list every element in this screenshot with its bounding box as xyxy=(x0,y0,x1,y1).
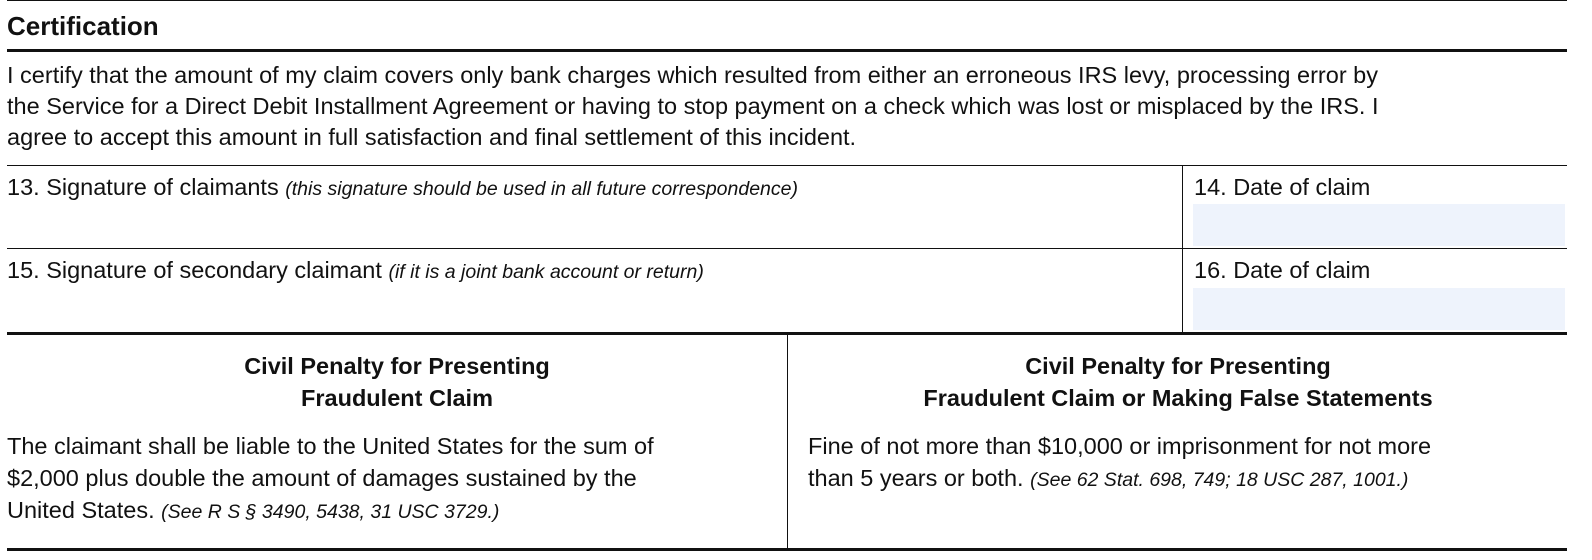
penalty-line: Fine of not more than $10,000 or imprisonment for not more xyxy=(808,433,1432,459)
row-rule xyxy=(7,248,1567,249)
penalty-citation-left: (See R S § 3490, 5438, 31 USC 3729.) xyxy=(161,501,500,523)
date-primary-label: 14. Date of claim xyxy=(1194,174,1371,200)
penalty-line: $2,000 plus double the amount of damages sustained by the xyxy=(7,465,637,491)
signature-primary-label xyxy=(7,172,798,204)
form-certification-section xyxy=(7,0,1567,560)
date-primary-field[interactable] xyxy=(1193,204,1565,246)
penalty-line: than 5 years or both. xyxy=(808,465,1024,491)
certification-statement xyxy=(7,60,1557,153)
heading-line: Civil Penalty for Presenting xyxy=(244,353,550,379)
signature-primary-field[interactable] xyxy=(7,204,1179,244)
title-rule xyxy=(7,49,1567,52)
column-divider xyxy=(1182,166,1183,334)
penalty-column-divider xyxy=(787,335,788,549)
date-secondary-label: 16. Date of claim xyxy=(1194,257,1371,283)
civil-penalty-heading-right xyxy=(789,350,1567,414)
signature-primary-label-text: 13. Signature of claimants xyxy=(7,174,279,200)
civil-penalty-text-right xyxy=(808,430,1563,496)
civil-penalty-heading-left xyxy=(7,350,787,414)
penalty-line: United States. xyxy=(7,497,155,523)
signature-primary-note: (this signature should be used in all future correspondence) xyxy=(285,178,798,200)
section-title: Certification xyxy=(7,11,159,41)
heading-line: Fraudulent Claim xyxy=(301,385,493,411)
statement-line: I certify that the amount of my claim covers only bank charges which resulted from either an erroneous IRS levy, processing error by xyxy=(7,62,1378,88)
civil-penalty-text-left xyxy=(7,430,777,528)
statement-line: agree to accept this amount in full satisfaction and final settlement of this incident. xyxy=(7,124,857,150)
penalty-line: The claimant shall be liable to the United States for the sum of xyxy=(7,433,654,459)
date-secondary-field[interactable] xyxy=(1193,288,1565,330)
row-rule xyxy=(7,165,1567,166)
signature-secondary-label xyxy=(7,255,704,287)
signature-secondary-label-text: 15. Signature of secondary claimant xyxy=(7,257,382,283)
signature-secondary-note: (if it is a joint bank account or return) xyxy=(388,261,704,283)
signature-secondary-field[interactable] xyxy=(7,289,1179,329)
heading-line: Civil Penalty for Presenting xyxy=(1025,353,1331,379)
bottom-rule xyxy=(7,548,1567,551)
heading-line: Fraudulent Claim or Making False Statements xyxy=(923,385,1433,411)
penalty-citation-right: (See 62 Stat. 698, 749; 18 USC 287, 1001.) xyxy=(1030,469,1409,491)
statement-line: the Service for a Direct Debit Installment Agreement or having to stop payment on a check which was lost or misplaced by the IRS. I xyxy=(7,93,1379,119)
top-rule xyxy=(7,0,1567,1)
